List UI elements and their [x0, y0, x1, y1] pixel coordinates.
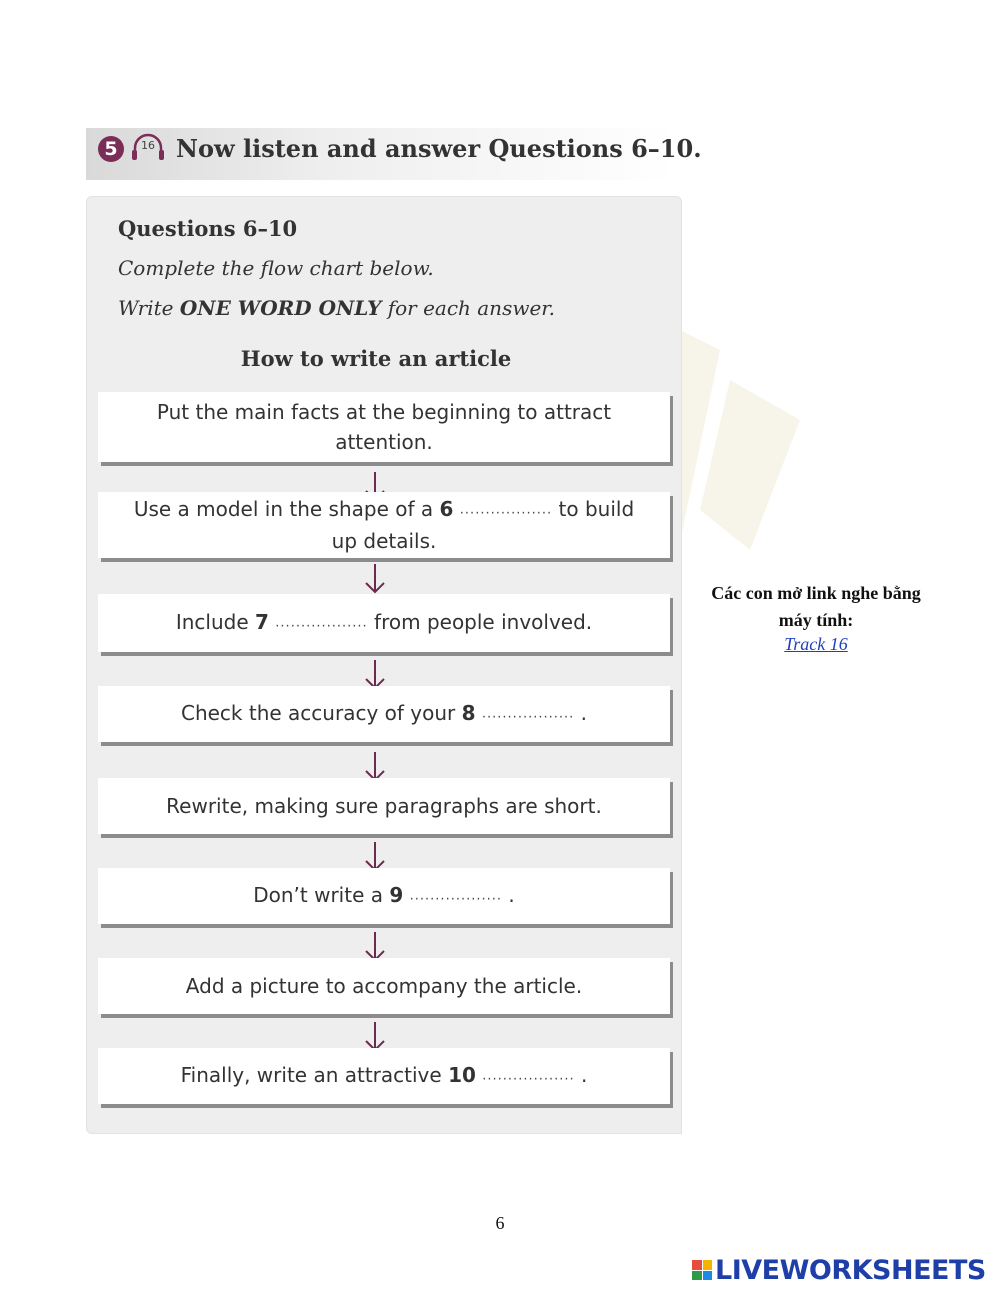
answer-blank-8[interactable]: ..................	[481, 706, 575, 722]
questions-panel	[86, 196, 682, 1134]
questions-heading: Questions 6–10	[118, 216, 298, 241]
flow-step-6	[98, 868, 670, 924]
step-text: Add a picture to accompany the article.	[185, 974, 583, 998]
question-number: 6	[439, 497, 454, 522]
exercise-number-badge: 5	[98, 136, 124, 162]
logo-grid-icon	[692, 1260, 712, 1280]
flow-chart-title: How to write an article	[240, 346, 512, 371]
track-number: 16	[141, 139, 155, 152]
headphones-track-icon	[130, 132, 166, 162]
logo-text: LIVEWORKSHEETS	[715, 1254, 986, 1286]
step-text-before: Finally, write an attractive	[180, 1063, 449, 1088]
logo-square	[692, 1271, 702, 1281]
flow-step-8	[98, 1048, 670, 1104]
word-limit-emphasis: ONE WORD ONLY	[179, 296, 382, 320]
flow-step-3	[98, 594, 670, 652]
logo-square	[703, 1271, 713, 1281]
step-text-after: .	[574, 701, 587, 726]
liveworksheets-logo[interactable]	[692, 1254, 986, 1286]
question-number: 7	[255, 610, 269, 635]
step-text-before: Check the accuracy of your	[180, 701, 462, 726]
step-text-after: .	[574, 1063, 588, 1088]
flow-step-2	[98, 492, 670, 558]
step-text-before: Include	[175, 610, 256, 635]
step-text: Rewrite, making sure paragraphs are short.	[166, 794, 602, 818]
instruction-complete: Complete the flow chart below.	[118, 256, 434, 280]
down-arrow-icon	[364, 564, 386, 594]
answer-blank-6[interactable]: ..................	[459, 502, 553, 518]
question-number: 10	[448, 1063, 476, 1088]
step-text-after: to build up details.	[331, 497, 635, 553]
question-number: 9	[389, 883, 404, 908]
exercise-title: Now listen and answer Questions 6–10.	[176, 134, 702, 163]
answer-blank-7[interactable]: ..................	[275, 615, 368, 631]
step-text-after: .	[502, 883, 515, 908]
instruction-suffix: for each answer.	[381, 296, 556, 320]
step-text-before: Don’t write a	[253, 883, 390, 908]
flow-step-1	[98, 392, 670, 462]
answer-blank-9[interactable]: ..................	[409, 888, 503, 904]
logo-square	[692, 1260, 702, 1270]
instruction-word-limit	[118, 296, 555, 320]
step-text-before: Use a model in the shape of a	[133, 497, 440, 522]
track-16-link[interactable]: Track 16	[784, 634, 848, 654]
flow-step-4	[98, 686, 670, 742]
question-number: 8	[461, 701, 476, 726]
flow-step-5	[98, 778, 670, 834]
step-text-after: from people involved.	[367, 610, 593, 635]
answer-blank-10[interactable]: ..................	[482, 1068, 575, 1084]
side-note-text: Các con mở link nghe bằng máy tính:	[711, 583, 921, 630]
flow-step-7	[98, 958, 670, 1014]
logo-square	[703, 1260, 713, 1270]
page-number: 6	[495, 1213, 505, 1233]
instruction-prefix: Write	[118, 296, 180, 320]
step-text: Put the main facts at the beginning to attract attention.	[156, 400, 612, 454]
exercise-header	[86, 128, 702, 180]
